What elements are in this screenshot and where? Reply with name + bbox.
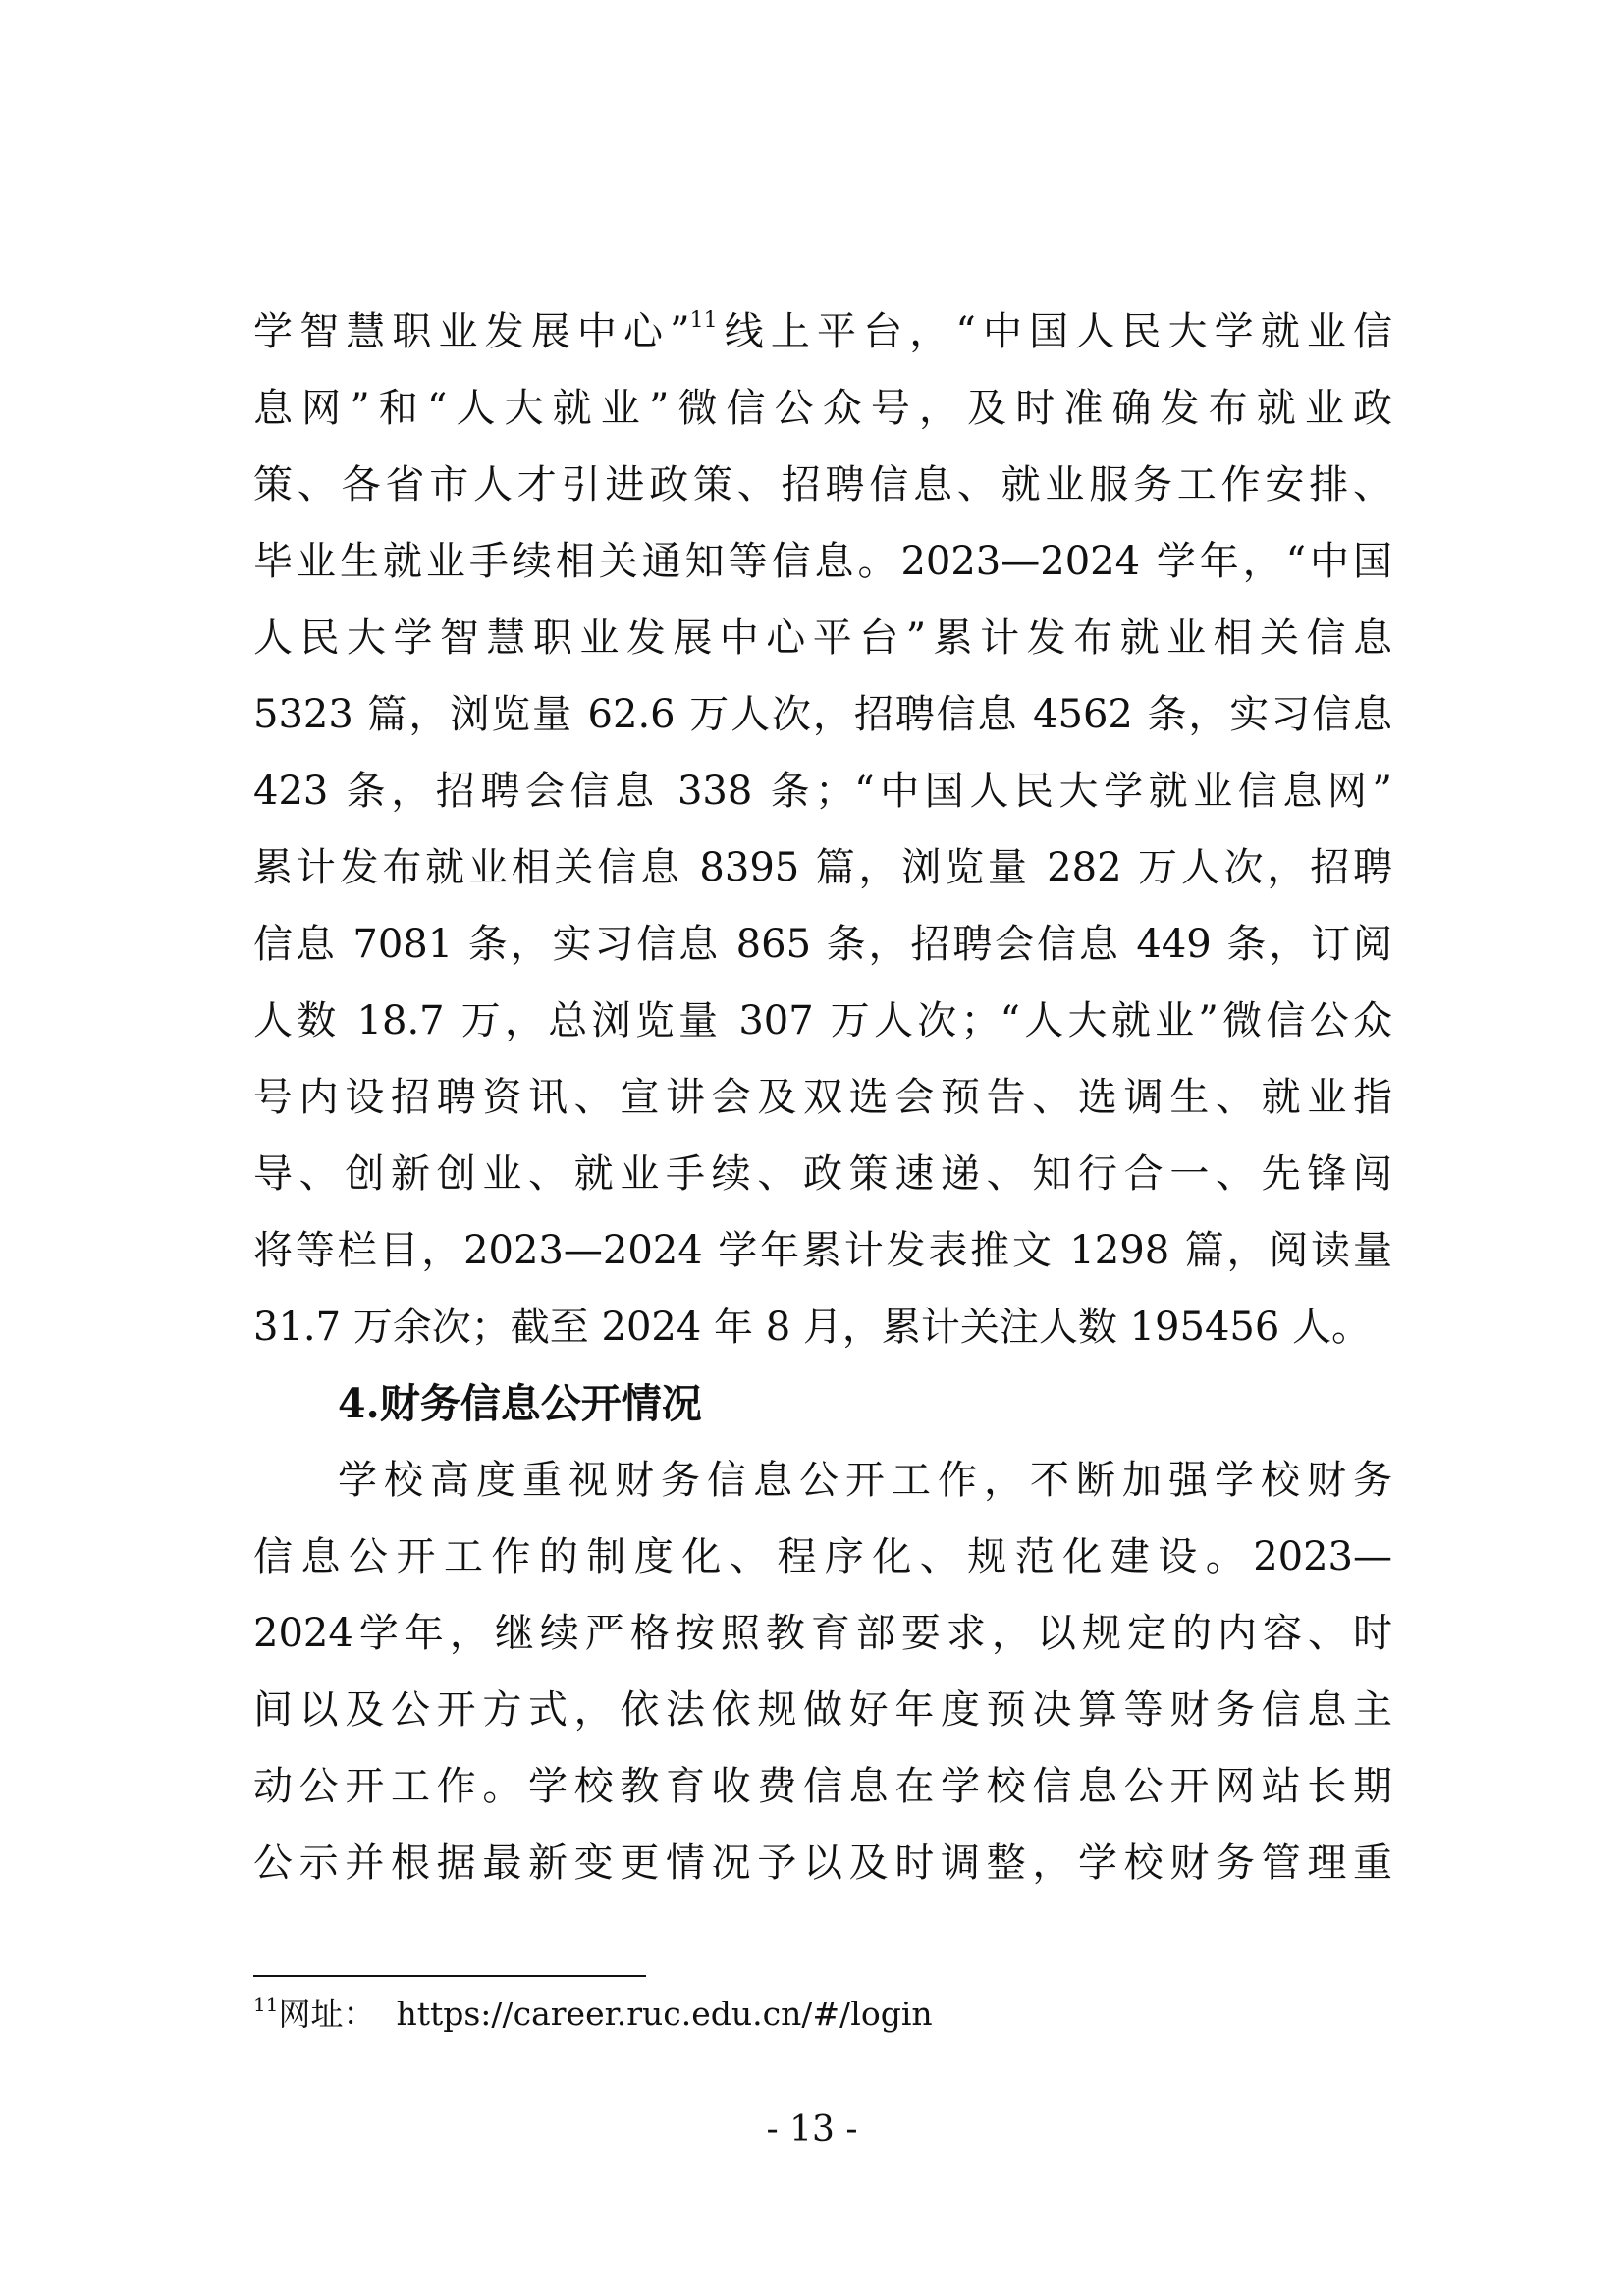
paragraph-1-line-2: 息网”和“人大就业”微信公众号，及时准确发布就业政 <box>253 386 1392 431</box>
paragraph-1-line-9: 信息 7081 条，实习信息 865 条，招聘会信息 449 条，订阅 <box>253 922 1392 967</box>
footnote <box>253 1993 933 2036</box>
footnote-reference[interactable]: 11 <box>689 308 718 333</box>
paragraph-1-line-5: 人民大学智慧职业发展中心平台”累计发布就业相关信息 <box>253 615 1392 661</box>
paragraph-2-line-4: 间以及公开方式，依法依规做好年度预决算等财务信息主 <box>253 1687 1392 1733</box>
footnote-label: 网址： <box>278 1995 376 2033</box>
footnote-divider <box>253 1975 646 1977</box>
paragraph-1-line-12: 导、创新创业、就业手续、政策速递、知行合一、先锋闯 <box>253 1151 1392 1197</box>
paragraph-2-line-5: 动公开工作。学校教育收费信息在学校信息公开网站长期 <box>253 1764 1392 1809</box>
paragraph-1-line-7: 423 条，招聘会信息 338 条；“中国人民大学就业信息网” <box>253 769 1392 814</box>
section-heading: 4.财务信息公开情况 <box>338 1380 702 1427</box>
paragraph-1-line-10: 人数 18.7 万，总浏览量 307 万人次；“人大就业”微信公众 <box>253 998 1392 1043</box>
paragraph-1-line-4: 毕业生就业手续相关通知等信息。2023—2024 学年，“中国 <box>253 539 1392 584</box>
footnote-url-link[interactable]: https://career.ruc.edu.cn/#/login <box>396 1995 933 2033</box>
paragraph-1-line-14: 31.7 万余次；截至 2024 年 8 月，累计关注人数 195456 人。 <box>253 1305 1372 1350</box>
paragraph-2-line-6: 公示并根据最新变更情况予以及时调整，学校财务管理重 <box>253 1841 1392 1886</box>
footnote-marker: 11 <box>253 1993 279 2016</box>
paragraph-1-line-6: 5323 篇，浏览量 62.6 万人次，招聘信息 4562 条，实习信息 <box>253 692 1392 737</box>
paragraph-1-line-8: 累计发布就业相关信息 8395 篇，浏览量 282 万人次，招聘 <box>253 845 1392 890</box>
paragraph-1-line-11: 号内设招聘资讯、宣讲会及双选会预告、选调生、就业指 <box>253 1075 1392 1120</box>
paragraph-2-line-3: 2024学年，继续严格按照教育部要求，以规定的内容、时 <box>253 1611 1392 1656</box>
paragraph-1-line-1: 学智慧职业发展中心”$^{11}$线上平台，“中国人民大学就业信 <box>253 308 1392 354</box>
paragraph-2-line-1: 学校高度重视财务信息公开工作，不断加强学校财务 <box>338 1458 1392 1503</box>
paragraph-2-line-2: 信息公开工作的制度化、程序化、规范化建设。2023— <box>253 1534 1392 1579</box>
paragraph-1-line-13: 将等栏目，2023—2024 学年累计发表推文 1298 篇，阅读量 <box>253 1228 1392 1273</box>
page-number: - 13 - <box>766 2109 858 2150</box>
paragraph-1-line-3: 策、各省市人才引进政策、招聘信息、就业服务工作安排、 <box>253 462 1392 507</box>
